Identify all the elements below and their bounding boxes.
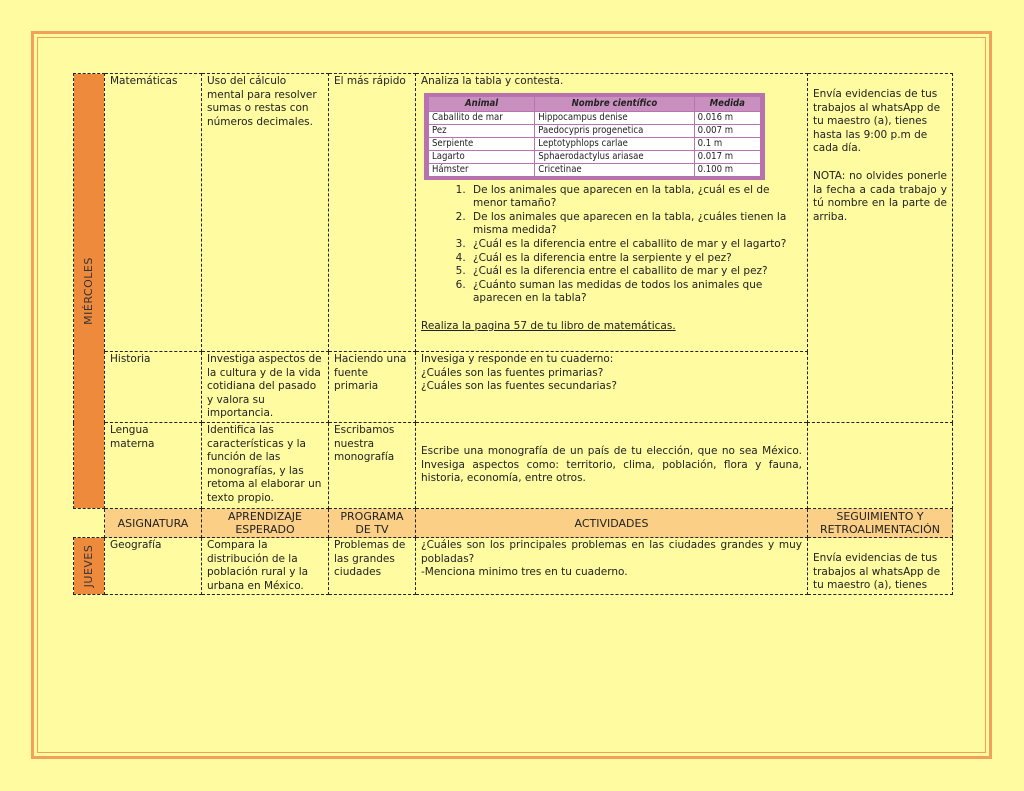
geography-line-1: ¿Cuáles son los principales problemas en las ciudades grandes y muy pobladas? <box>421 539 802 565</box>
animal-scientific: Paedocypris progenetica <box>535 124 694 137</box>
row-geography <box>74 538 953 595</box>
language-program: Escribamos nuestra monografía <box>329 423 416 509</box>
followup-note: NOTA: no olvides ponerle la fecha a cada trabajo y tú nombre en la parte de arriba. <box>813 169 947 223</box>
history-line-3: ¿Cuáles son las fuentes secundarias? <box>421 380 617 393</box>
animals-col-scientific: Nombre científico <box>535 96 694 111</box>
geography-line-2: -Menciona minimo tres en tu cuaderno. <box>421 566 628 579</box>
animals-row <box>429 124 761 137</box>
question-item: 1. De los animales que aparecen en la tabla, ¿cuál es el de menor tamaño? <box>469 184 802 211</box>
animal-measure: 0.016 m <box>694 111 760 124</box>
geography-followup: Envía evidencias de tus trabajos al whatsApp de tu maestro (a), tienes <box>808 538 953 595</box>
history-line-1: Invesiga y responde en tu cuaderno: <box>421 353 614 365</box>
animals-row <box>429 163 761 176</box>
history-line-2: ¿Cuáles son las fuentes primarias? <box>421 366 604 379</box>
language-subject: Lengua materna <box>105 423 202 509</box>
day-label-wednesday: MIÉRCOLES <box>82 257 96 325</box>
animal-scientific: Hippocampus denise <box>535 111 694 124</box>
animal-name: Serpiente <box>429 137 535 150</box>
header-spacer <box>74 509 105 538</box>
wednesday-followup <box>808 74 953 423</box>
math-footer: Realiza la pagina 57 de tu libro de matemáticas. <box>421 319 676 332</box>
header-learning: APRENDIZAJE ESPERADO <box>202 509 329 538</box>
day-thursday <box>74 538 105 595</box>
animal-name: Lagarto <box>429 150 535 163</box>
history-activities <box>416 352 808 423</box>
header-subject: ASIGNATURA <box>105 509 202 538</box>
animals-row <box>429 150 761 163</box>
geography-subject: Geografía <box>105 538 202 595</box>
animal-measure: 0.017 m <box>694 150 760 163</box>
math-program: El más rápido <box>329 74 416 352</box>
geography-program: Problemas de las grandes ciudades <box>329 538 416 595</box>
math-intro: Analiza la tabla y contesta. <box>421 75 564 87</box>
history-subject: Historia <box>105 352 202 423</box>
math-activities <box>416 74 808 352</box>
header-activities: ACTIVIDADES <box>416 509 808 538</box>
animal-measure: 0.100 m <box>694 163 760 176</box>
question-item: 2. De los animales que aparecen en la tabla, ¿cuáles tienen la misma medida? <box>469 211 802 238</box>
language-activity: Escribe una monografía de un país de tu elección, que no sea México. Invesiga aspectos como: territorio, clima, población, flora y fauna, historia, economía, entre otros. <box>416 423 808 509</box>
animals-col-measure: Medida <box>694 96 760 111</box>
history-program: Haciendo una fuente primaria <box>329 352 416 423</box>
animal-measure: 0.007 m <box>694 124 760 137</box>
animals-table-image <box>424 93 765 180</box>
followup-instructions: Envía evidencias de tus trabajos al whatsApp de tu maestro (a), tienes hasta las 9:00 p.m de cada día. <box>813 88 941 155</box>
question-item: 6. ¿Cuánto suman las medidas de todos los animales que aparecen en la tabla? <box>469 279 802 306</box>
question-item: 3. ¿Cuál es la diferencia entre el caballito de mar y el lagarto? <box>469 238 802 252</box>
math-subject: Matemáticas <box>105 74 202 352</box>
language-followup <box>808 423 953 509</box>
animal-scientific: Cricetinae <box>535 163 694 176</box>
day-wednesday <box>74 74 105 509</box>
geography-learning: Compara la distribución de la población rural y la urbana en México. <box>202 538 329 595</box>
schedule-table <box>73 73 953 595</box>
header-followup: SEGUIMIENTO Y RETROALIMENTACIÓN <box>808 509 953 538</box>
history-learning: Investiga aspectos de la cultura y de la vida cotidiana del pasado y valora su importancia. <box>202 352 329 423</box>
question-item: 5. ¿Cuál es la diferencia entre el caballito de mar y el pez? <box>469 265 802 279</box>
row-language <box>74 423 953 509</box>
day-label-thursday: JUEVES <box>82 544 96 588</box>
animal-measure: 0.1 m <box>694 137 760 150</box>
animals-row <box>429 137 761 150</box>
animal-scientific: Leptotyphlops carlae <box>535 137 694 150</box>
header-program: PROGRAMA DE TV <box>329 509 416 538</box>
geography-activities <box>416 538 808 595</box>
animal-name: Hámster <box>429 163 535 176</box>
math-questions <box>421 184 802 306</box>
language-learning: Identifica las características y la función de las monografías, y las retoma al elaborar un texto propio. <box>202 423 329 509</box>
math-learning: Uso del cálculo mental para resolver sumas o restas con números decimales. <box>202 74 329 352</box>
animals-col-animal: Animal <box>429 96 535 111</box>
animals-row <box>429 111 761 124</box>
animal-name: Caballito de mar <box>429 111 535 124</box>
animal-name: Pez <box>429 124 535 137</box>
animal-scientific: Sphaerodactylus ariasae <box>535 150 694 163</box>
animals-table <box>428 96 761 177</box>
question-item: 4. ¿Cuál es la diferencia entre la serpiente y el pez? <box>469 252 802 266</box>
header-row <box>74 509 953 538</box>
row-math <box>74 74 953 352</box>
